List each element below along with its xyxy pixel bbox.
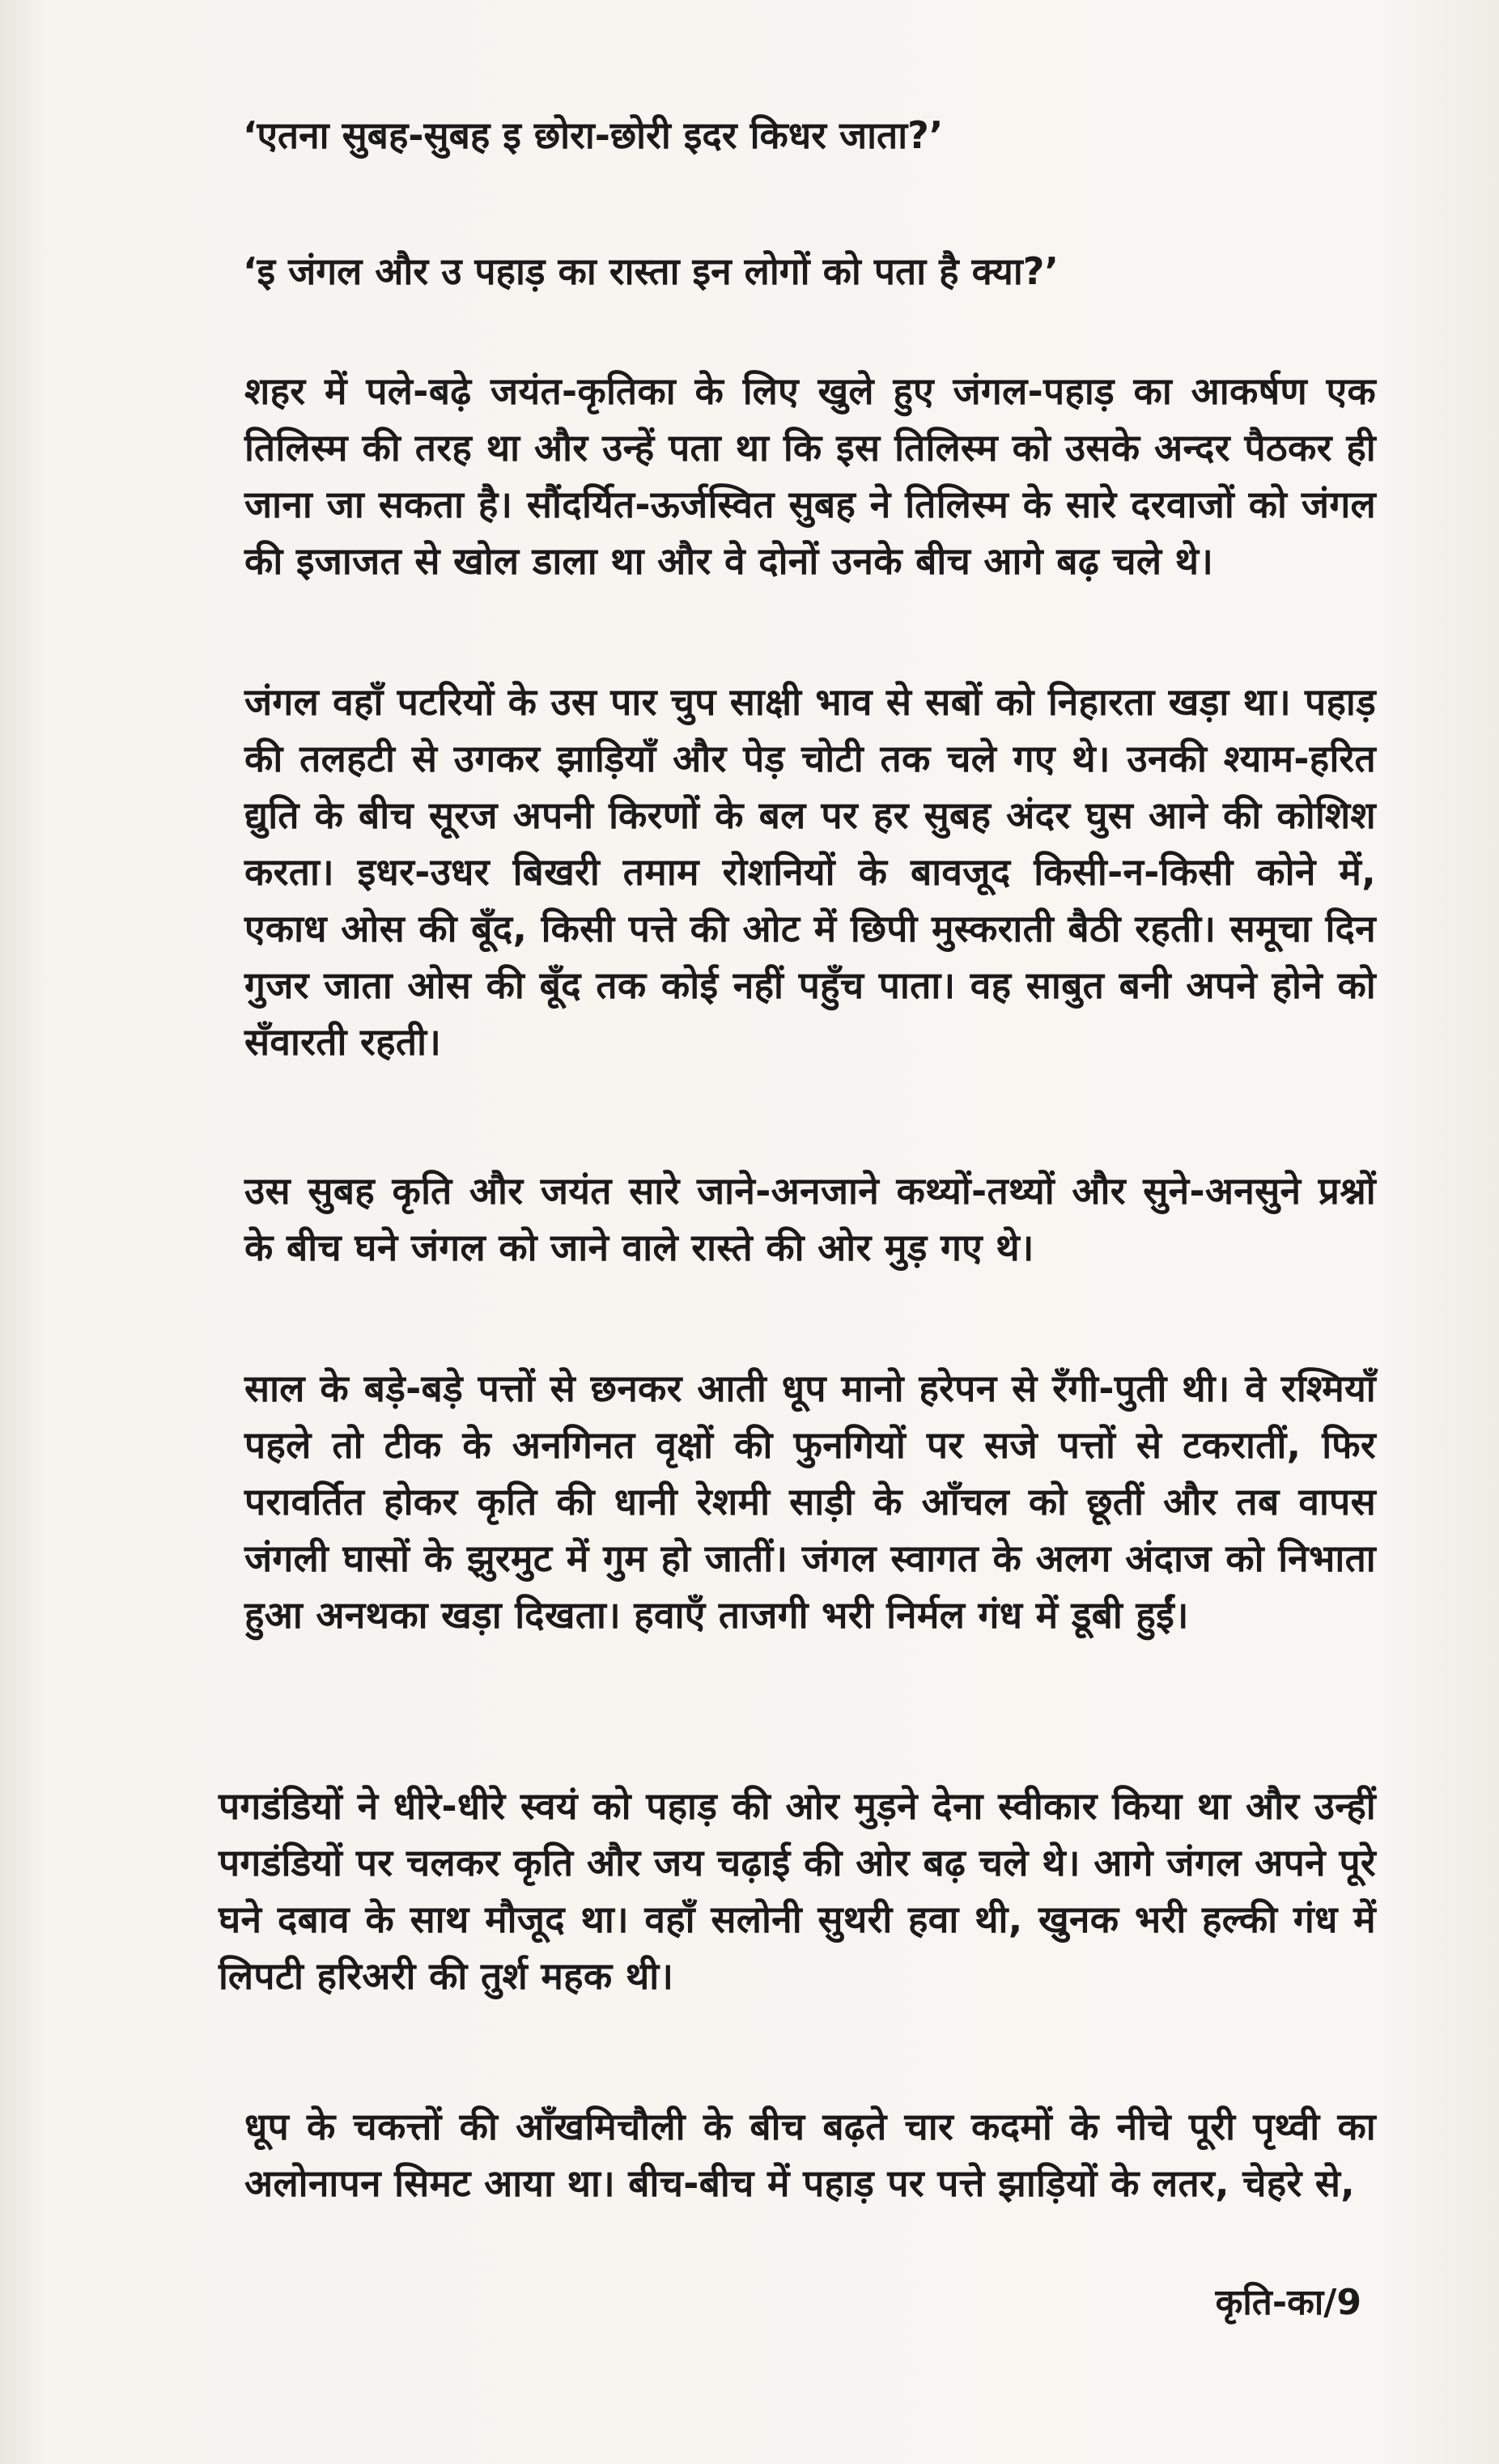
paragraph-text: उस सुबह कृति और जयंत सारे जाने-अनजाने कथ्यों-तथ्यों और सुने-अनसुने प्रश्नों के बीच घने जंगल को जाने वाले रास्ते की ओर मुड़ गए थे।	[244, 1169, 1376, 1269]
paragraph-1	[219, 363, 1376, 589]
paragraph-6	[219, 2098, 1376, 2211]
paragraph-text: साल के बड़े-बड़े पत्तों से छनकर आती धूप मानो हरेपन से रँगी-पुती थी। वे रश्मियाँ पहले तो टीक के अनगिनत वृक्षों की फुनगियों पर सजे पत्तों से टकरातीं, फिर परावर्तित होकर कृति की धानी रेशमी साड़ी के आँचल को छूतीं और तब वापस जंगली घासों के झुरमुट में गुम हो जातीं। जंगल स्वागत के अलग अंदाज को निभाता हुआ अनथका खड़ा दिखता। हवाएँ ताजगी भरी निर्मल गंध में डूबी हुईं।	[244, 1366, 1376, 1637]
paragraph-4	[219, 1360, 1376, 1643]
paragraph-text: पगडंडियों ने धीरे-धीरे स्वयं को पहाड़ की ओर मुड़ने देना स्वीकार किया था और उन्हीं पगडंडियों पर चलकर कृति और जय चढ़ाई की ओर बढ़ चले थे। आगे जंगल अपने पूरे घने दबाव के साथ मौजूद था। वहाँ सलोनी सुथरी हवा थी, खुनक भरी हल्की गंध में लिपटी हरिअरी की तुर्श महक थी।	[219, 1784, 1376, 1998]
paragraph-5	[219, 1778, 1376, 2004]
paragraph-text: शहर में पले-बढ़े जयंत-कृतिका के लिए खुले हुए जंगल-पहाड़ का आकर्षण एक तिलिस्म की तरह था और उन्हें पता था कि इस तिलिस्म को उसके अन्दर पैठकर ही जाना जा सकता है। सौंदर्यित-ऊर्जस्वित सुबह ने तिलिस्म के सारे दरवाजों को जंगल की इजाजत से खोल डाला था और वे दोनों उनके बीच आगे बढ़ चले थे।	[244, 369, 1376, 583]
paragraph-2	[219, 673, 1376, 1070]
paragraph-text: जंगल वहाँ पटरियों के उस पार चुप साक्षी भाव से सबों को निहारता खड़ा था। पहाड़ की तलहटी से उगकर झाड़ियाँ और पेड़ चोटी तक चले गए थे। उनकी श्याम-हरित द्युति के बीच सूरज अपनी किरणों के बल पर हर सुबह अंदर घुस आने की कोशिश करता। इधर-उधर बिखरी तमाम रोशनियों के बावजूद किसी-न-किसी कोने में, एकाध ओस की बूँद, किसी पत्ते की ओट में छिपी मुस्कराती बैठी रहती। समूचा दिन गुजर जाता ओस की बूँद तक कोई नहीं पहुँच पाता। वह साबुत बनी अपने होने को सँवारती रहती।	[244, 680, 1376, 1064]
dialogue-line-2: ‘इ जंगल और उ पहाड़ का रास्ता इन लोगों को पता है क्या?’	[243, 249, 1059, 293]
dialogue-line-1: ‘एतना सुबह-सुबह इ छोरा-छोरी इदर किधर जाता?’	[243, 113, 944, 157]
page-number-footer: कृति-का/9	[1215, 2282, 1361, 2323]
paragraph-text: धूप के चकत्तों की आँखमिचौली के बीच बढ़ते चार कदमों के नीचे पूरी पृथ्वी का अलोनापन सिमट आया था। बीच-बीच में पहाड़ पर पत्ते झाड़ियों के लतर, चेहरे से,	[244, 2105, 1376, 2205]
paragraph-3	[219, 1162, 1376, 1276]
